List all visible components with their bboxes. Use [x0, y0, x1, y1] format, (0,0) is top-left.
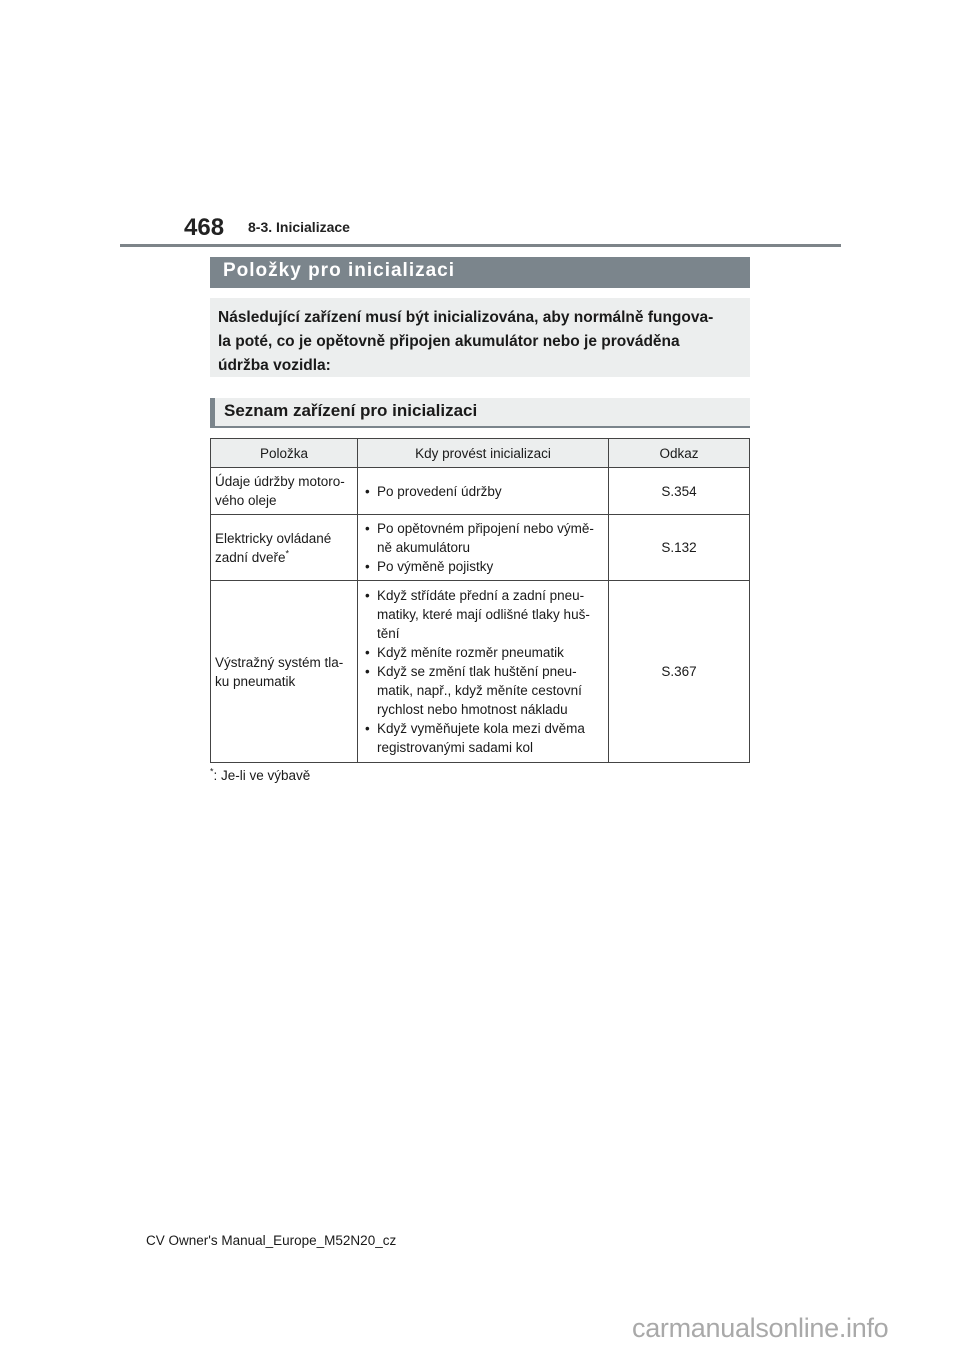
bullet-icon: • [365, 588, 370, 603]
page-number: 468 [184, 214, 225, 241]
bullet-line: ně akumulátoru [377, 540, 471, 555]
bullet-item [362, 482, 604, 501]
cell-reference: S.354 [609, 468, 750, 515]
item-line: Výstražný systém tla- [215, 654, 344, 670]
bullet-item [362, 643, 604, 662]
item-line: vého oleje [215, 493, 277, 508]
header-divider [120, 244, 841, 247]
intro-line: Následující zařízení musí být inicializována, aby normálně fungova- [218, 309, 714, 326]
bullet-line: Když měníte rozměr pneumatik [377, 645, 564, 660]
cell-item [211, 468, 358, 515]
bullet-line: Po provedení údržby [377, 483, 502, 499]
bullet-line: matiky, které mají odlišné tlaky huš- [377, 607, 590, 622]
bullet-icon: • [365, 645, 370, 660]
section-title: Položky pro inicializaci [210, 257, 750, 288]
bullet-list [362, 519, 604, 576]
table-header-row [211, 439, 750, 468]
footnote-mark: * [210, 766, 214, 777]
bullet-line: tění [377, 626, 400, 641]
intro-line: la poté, co je opětovně připojen akumulátor nebo je prováděna [218, 333, 680, 350]
table-row [211, 581, 750, 763]
bullet-line: rychlost nebo hmotnost nákladu [377, 702, 568, 717]
cell-item [211, 515, 358, 581]
bullet-line: Když se změní tlak huštění pneu- [377, 664, 577, 679]
bullet-item [362, 586, 604, 643]
intro-panel [210, 298, 750, 377]
column-header-when: Kdy provést inicializaci [358, 439, 609, 468]
bullet-line: Když vyměňujete kola mezi dvěma [377, 721, 585, 736]
footnote [210, 768, 310, 783]
bullet-icon: • [365, 721, 370, 736]
cell-when [358, 468, 609, 515]
bullet-item [362, 662, 604, 719]
bullet-icon: • [365, 483, 370, 499]
item-line: Údaje údržby motoro- [215, 474, 345, 489]
bullet-line: Po výměně pojistky [377, 559, 494, 574]
watermark: carmanualsonline.info [632, 1313, 889, 1343]
bullet-list [362, 586, 604, 757]
bullet-item [362, 557, 604, 576]
table-row [211, 468, 750, 515]
bullet-icon: • [365, 664, 370, 679]
item-line: Elektricky ovládané [215, 530, 332, 546]
bullet-line: Po opětovném připojení nebo výmě- [377, 521, 594, 536]
footnote-text: : Je-li ve výbavě [213, 768, 311, 783]
item-line: ku pneumatik [215, 673, 296, 689]
bullet-line: Když střídáte přední a zadní pneu- [377, 588, 585, 603]
column-header-item: Položka [211, 439, 358, 468]
manual-footer: CV Owner's Manual_Europe_M52N20_cz [146, 1233, 397, 1248]
bullet-item [362, 719, 604, 757]
table-row [211, 515, 750, 581]
initialization-table [210, 438, 750, 763]
bullet-line: registrovanými sadami kol [377, 740, 534, 755]
cell-when [358, 515, 609, 581]
bullet-item [362, 519, 604, 557]
section-breadcrumb: 8-3. Inicializace [248, 219, 350, 235]
item-line: zadní dveře [215, 549, 286, 565]
bullet-list [362, 482, 604, 501]
subheading: Seznam zařízení pro inicializaci [210, 398, 750, 428]
cell-reference: S.367 [609, 581, 750, 763]
bullet-line: matik, např., když měníte cestovní [377, 683, 582, 698]
cell-when [358, 581, 609, 763]
cell-item [211, 581, 358, 763]
column-header-reference: Odkaz [609, 439, 750, 468]
intro-line: údržba vozidla: [218, 357, 331, 374]
cell-reference: S.132 [609, 515, 750, 581]
bullet-icon: • [365, 521, 370, 536]
bullet-icon: • [365, 559, 370, 574]
footnote-reference-mark: * [285, 548, 290, 558]
